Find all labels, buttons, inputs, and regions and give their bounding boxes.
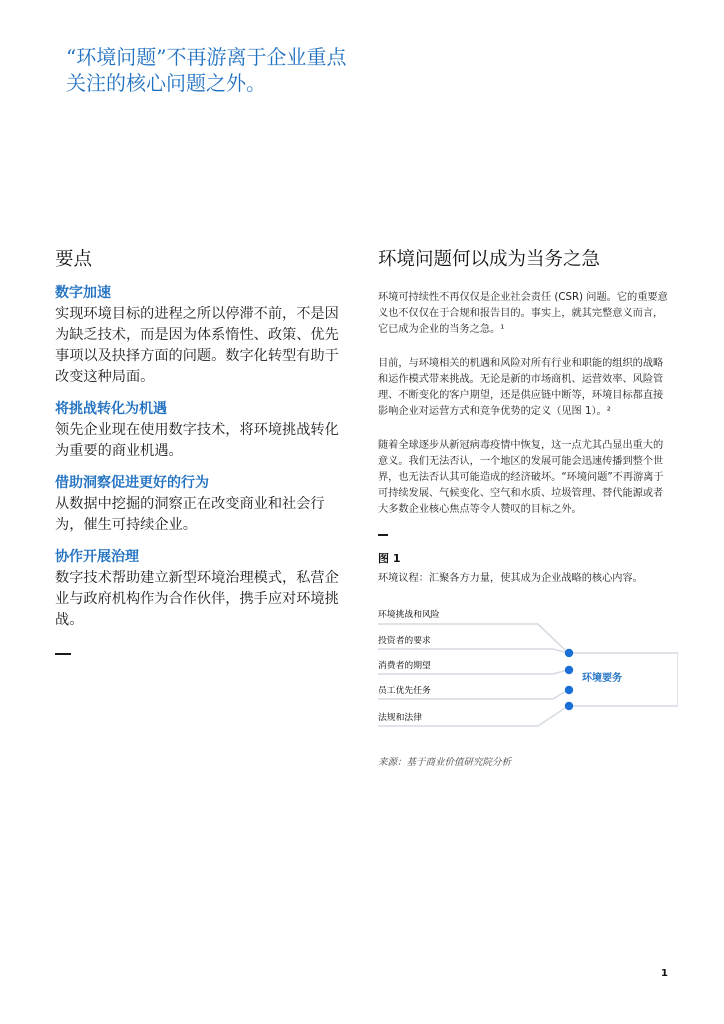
figure-label: 图 1	[378, 552, 401, 565]
figure-dash	[378, 534, 388, 536]
diagram-node	[565, 702, 573, 710]
key-point-item	[55, 400, 350, 462]
key-point-body: 从数据中挖掘的洞察正在改变商业和社会行为，催生可持续企业。	[55, 496, 325, 533]
key-point-title: 协作开展治理	[55, 549, 139, 565]
figure-diagram	[378, 604, 678, 734]
figure-caption: 环境议程：汇聚各方力量，使其成为企业战略的核心内容。	[378, 573, 643, 584]
article-section	[378, 248, 673, 518]
key-point-title: 将挑战转化为机遇	[55, 401, 167, 417]
article-paragraph: 随着全球逐步从新冠病毒疫情中恢复，这一点尤其凸显出重大的意义。我们无法否认，一个地区的发展可能会迅速传播到整个世界，也无法否认其可能造成的经济破坏。“环境问题”不再游离于可持续发展、气候变化、空气和水质、垃圾管理、替代能源或者大多数企业核心焦点等令人赞叹的目标之外。	[378, 440, 664, 515]
figure-source: 来源：基于商业价值研究院分析	[378, 757, 512, 768]
diagram-input-label: 员工优先任务	[378, 686, 431, 696]
diagram-output-label: 环境要务	[582, 673, 622, 684]
diagram-input-label: 消费者的期望	[378, 661, 431, 671]
diagram-node	[565, 649, 573, 657]
diagram-node	[565, 666, 573, 674]
key-point-item	[55, 548, 350, 631]
section-end-dash	[55, 653, 71, 655]
article-paragraph: 目前，与环境相关的机遇和风险对所有行业和职能的组织的战略和运作模式带来挑战。无论是新的市场商机、运营效率、风险管理、不断变化的客户期望，还是供应链中断等，环境目标都直接影响企业对运营方式和竞争优势的定义（见图 1）。²	[378, 358, 664, 417]
key-point-title: 数字加速	[55, 285, 111, 301]
page-number: 1	[661, 968, 668, 979]
key-point-title: 借助洞察促进更好的行为	[55, 475, 209, 491]
connector-line	[378, 649, 568, 653]
diagram-input-label: 法规和法律	[378, 713, 422, 723]
article-heading: 环境问题何以成为当务之急	[378, 249, 601, 270]
diagram-node	[565, 686, 573, 694]
article-paragraph: 环境可持续性不再仅仅是企业社会责任 (CSR) 问题。它的重要意义也不仅仅在于合规和报告目的。事实上，就其完整意义而言，它已成为企业的当务之急。¹	[378, 292, 668, 335]
connector-line	[378, 706, 678, 726]
diagram-input-label: 投资者的要求	[378, 636, 431, 646]
pull-quote: “环境问题”不再游离于企业重点关注的核心问题之外。	[66, 45, 347, 95]
key-point-body: 实现环境目标的进程之所以停滞不前，不是因为缺乏技术，而是因为体系惰性、政策、优先事项以及抉择方面的问题。数字化转型有助于改变这种局面。	[55, 306, 339, 385]
key-point-body: 领先企业现在使用数字技术，将环境挑战转化为重要的商业机遇。	[55, 422, 339, 459]
key-point-body: 数字技术帮助建立新型环境治理模式，私营企业与政府机构作为合作伙伴，携手应对环境挑战。	[55, 570, 339, 628]
key-point-item	[55, 474, 350, 536]
key-points-heading: 要点	[55, 249, 93, 270]
diagram-input-label: 环境挑战和风险	[378, 610, 440, 620]
key-point-item	[55, 284, 350, 388]
key-points-section	[55, 248, 350, 655]
